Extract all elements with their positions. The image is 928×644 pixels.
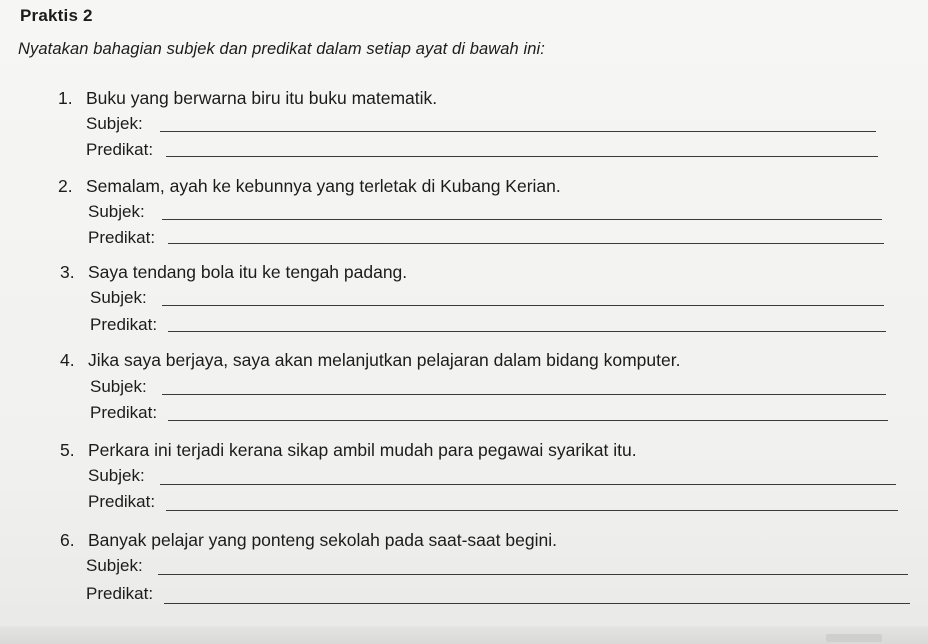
instruction-text: Nyatakan bahagian subjek dan predikat dalam setiap ayat di bawah ini: bbox=[18, 40, 545, 58]
predikat-answer-line[interactable] bbox=[168, 331, 886, 332]
question-text: Jika saya berjaya, saya akan melanjutkan pelajaran dalam bidang komputer. bbox=[88, 350, 681, 370]
subjek-answer-line[interactable] bbox=[162, 394, 886, 395]
question-number: 2. bbox=[58, 176, 73, 196]
page-title: Praktis 2 bbox=[20, 6, 93, 25]
predikat-answer-line[interactable] bbox=[166, 156, 878, 157]
question-text: Banyak pelajar yang ponteng sekolah pada saat-saat begini. bbox=[88, 530, 557, 550]
subjek-label: Subjek: bbox=[90, 288, 147, 307]
question-text: Semalam, ayah ke kebunnya yang terletak di Kubang Kerian. bbox=[86, 176, 561, 196]
question-text: Saya tendang bola itu ke tengah padang. bbox=[88, 262, 408, 282]
page-bottom-edge bbox=[0, 626, 928, 644]
question-number: 1. bbox=[58, 88, 73, 108]
subjek-label: Subjek: bbox=[88, 202, 145, 221]
subjek-answer-line[interactable] bbox=[162, 305, 884, 306]
predikat-label: Predikat: bbox=[88, 492, 156, 511]
subjek-answer-line[interactable] bbox=[158, 574, 908, 575]
predikat-label: Predikat: bbox=[88, 228, 156, 247]
question-number: 5. bbox=[60, 440, 75, 460]
question-sentence bbox=[60, 440, 637, 461]
question-sentence bbox=[58, 176, 561, 197]
predikat-label: Predikat: bbox=[90, 315, 158, 334]
question-sentence bbox=[60, 262, 407, 283]
question-sentence bbox=[58, 88, 437, 109]
subjek-label: Subjek: bbox=[86, 556, 143, 575]
subjek-answer-line[interactable] bbox=[160, 484, 896, 485]
predikat-label: Predikat: bbox=[90, 403, 158, 422]
predikat-answer-line[interactable] bbox=[166, 510, 898, 511]
question-number: 4. bbox=[60, 350, 75, 370]
predikat-answer-line[interactable] bbox=[168, 420, 888, 421]
question-text: Perkara ini terjadi kerana sikap ambil mudah para pegawai syarikat itu. bbox=[88, 440, 637, 460]
question-sentence bbox=[60, 530, 557, 551]
predikat-answer-line[interactable] bbox=[164, 603, 910, 604]
subjek-label: Subjek: bbox=[88, 466, 145, 485]
page-bottom-mark bbox=[826, 634, 882, 642]
question-text: Buku yang berwarna biru itu buku matematik. bbox=[86, 88, 438, 108]
predikat-label: Predikat: bbox=[86, 140, 154, 159]
predikat-answer-line[interactable] bbox=[168, 243, 884, 244]
question-sentence bbox=[60, 350, 680, 371]
subjek-label: Subjek: bbox=[86, 114, 143, 133]
subjek-answer-line[interactable] bbox=[160, 131, 876, 132]
predikat-label: Predikat: bbox=[86, 584, 154, 603]
question-number: 6. bbox=[60, 530, 75, 550]
question-number: 3. bbox=[60, 262, 75, 282]
subjek-label: Subjek: bbox=[90, 377, 147, 396]
subjek-answer-line[interactable] bbox=[162, 219, 882, 220]
